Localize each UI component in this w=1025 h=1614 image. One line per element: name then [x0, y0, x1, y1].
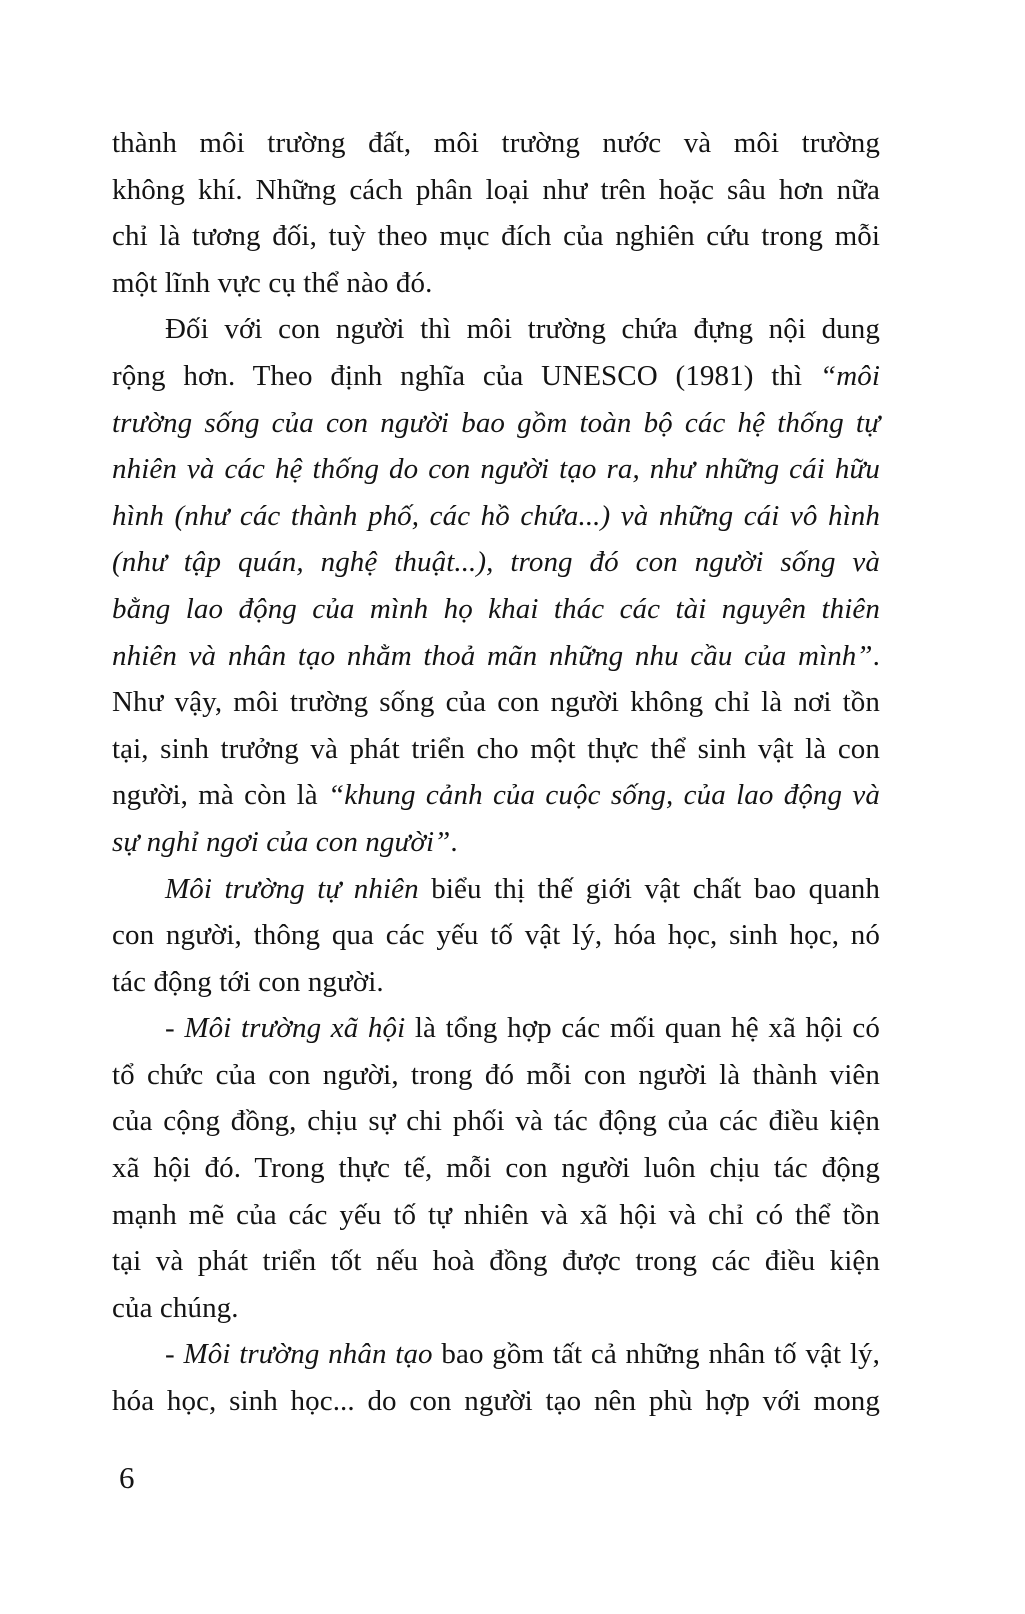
- text-run: tại, sinh trưởng và phát triển cho một thực thể sinh vật là con: [112, 732, 880, 765]
- text-run: .: [872, 639, 880, 672]
- text-line: [112, 679, 880, 726]
- italic-text-run: nhiên và nhân tạo nhằm thoả mãn những nhu cầu của mình”: [112, 639, 873, 672]
- italic-text-run: “khung cảnh của cuộc sống, của lao động và: [328, 779, 880, 812]
- text-line: [112, 260, 880, 307]
- text-line: [112, 167, 880, 214]
- text-line: [112, 1378, 880, 1425]
- text-run: -: [165, 1012, 185, 1045]
- text-run: xã hội đó. Trong thực tế, mỗi con người luôn chịu tác động: [112, 1152, 880, 1185]
- text-run: Đối với con người thì môi trường chứa đựng nội dung: [165, 313, 880, 346]
- text-run: rộng hơn. Theo định nghĩa của UNESCO (1981) thì: [112, 359, 820, 392]
- text-line: [112, 1331, 880, 1378]
- text-run: tại và phát triển tốt nếu hoà đồng được trong các điều kiện: [112, 1245, 880, 1278]
- italic-text-run: trường sống của con người bao gồm toàn bộ các hệ thống tự: [112, 406, 880, 439]
- text-line: [112, 1005, 880, 1052]
- text-line: [112, 912, 880, 959]
- text-line: [112, 1052, 880, 1099]
- page-text: [112, 120, 880, 1425]
- text-line: [112, 959, 880, 1006]
- text-run: thành môi trường đất, môi trường nước và môi trường: [112, 127, 880, 159]
- text-run: mạnh mẽ của các yếu tố tự nhiên và xã hội và chỉ có thể tồn: [112, 1198, 880, 1231]
- text-line: [112, 400, 880, 447]
- text-run: người, mà còn là: [112, 779, 329, 812]
- text-line: [112, 539, 880, 586]
- text-run: là tổng hợp các mối quan hệ xã hội có: [405, 1012, 880, 1045]
- italic-text-run: Môi trường tự nhiên: [165, 872, 419, 905]
- text-run: -: [165, 1338, 184, 1371]
- italic-text-run: sự nghỉ ngơi của con người”: [112, 825, 451, 858]
- text-line: [112, 1145, 880, 1192]
- italic-text-run: (như tập quán, nghệ thuật...), trong đó con người sống và: [112, 546, 880, 579]
- text-run: một lĩnh vực cụ thể nào đó.: [112, 266, 433, 299]
- text-run: của cộng đồng, chịu sự chi phối và tác động của các điều kiện: [112, 1105, 880, 1138]
- text-line: [112, 819, 880, 866]
- text-line: [112, 866, 880, 913]
- italic-text-run: Môi trường xã hội: [184, 1012, 406, 1045]
- text-line: [112, 1238, 880, 1285]
- text-line: [112, 1192, 880, 1239]
- italic-text-run: “môi: [819, 359, 880, 392]
- text-run: biểu thị thế giới vật chất bao quanh: [418, 872, 881, 905]
- text-line: [112, 306, 880, 353]
- text-run: không khí. Những cách phân loại như trên hoặc sâu hơn nữa: [112, 173, 880, 206]
- text-line: [112, 633, 880, 680]
- italic-text-run: hình (như các thành phố, các hồ chứa...) và những cái vô hình: [112, 499, 880, 532]
- text-run: Như vậy, môi trường sống của con người không chỉ là nơi tồn: [112, 686, 880, 719]
- text-line: [112, 353, 880, 400]
- text-line: [112, 493, 880, 540]
- text-run: tổ chức của con người, trong đó mỗi con người là thành viên: [112, 1058, 880, 1091]
- text-run: hóa học, sinh học... do con người tạo nên phù hợp với mong: [112, 1385, 880, 1418]
- text-run: bao gồm tất cả những nhân tố vật lý,: [432, 1338, 881, 1371]
- page-number: 6: [119, 1460, 135, 1495]
- text-run: con người, thông qua các yếu tố vật lý, hóa học, sinh học, nó: [112, 919, 880, 952]
- text-run: chỉ là tương đối, tuỳ theo mục đích của nghiên cứu trong mỗi: [112, 220, 880, 253]
- text-line: [112, 213, 880, 260]
- text-line: [112, 586, 880, 633]
- text-line: [112, 120, 880, 167]
- text-run: của chúng.: [112, 1291, 239, 1324]
- text-line: [112, 1285, 880, 1332]
- italic-text-run: nhiên và các hệ thống do con người tạo ra, như những cái hữu: [112, 453, 880, 486]
- text-run: .: [450, 825, 458, 858]
- text-line: [112, 772, 880, 819]
- text-run: tác động tới con người.: [112, 965, 384, 998]
- text-line: [112, 726, 880, 773]
- italic-text-run: Môi trường nhân tạo: [183, 1338, 433, 1371]
- italic-text-run: bằng lao động của mình họ khai thác các tài nguyên thiên: [112, 592, 880, 625]
- text-line: [112, 446, 880, 493]
- text-line: [112, 1098, 880, 1145]
